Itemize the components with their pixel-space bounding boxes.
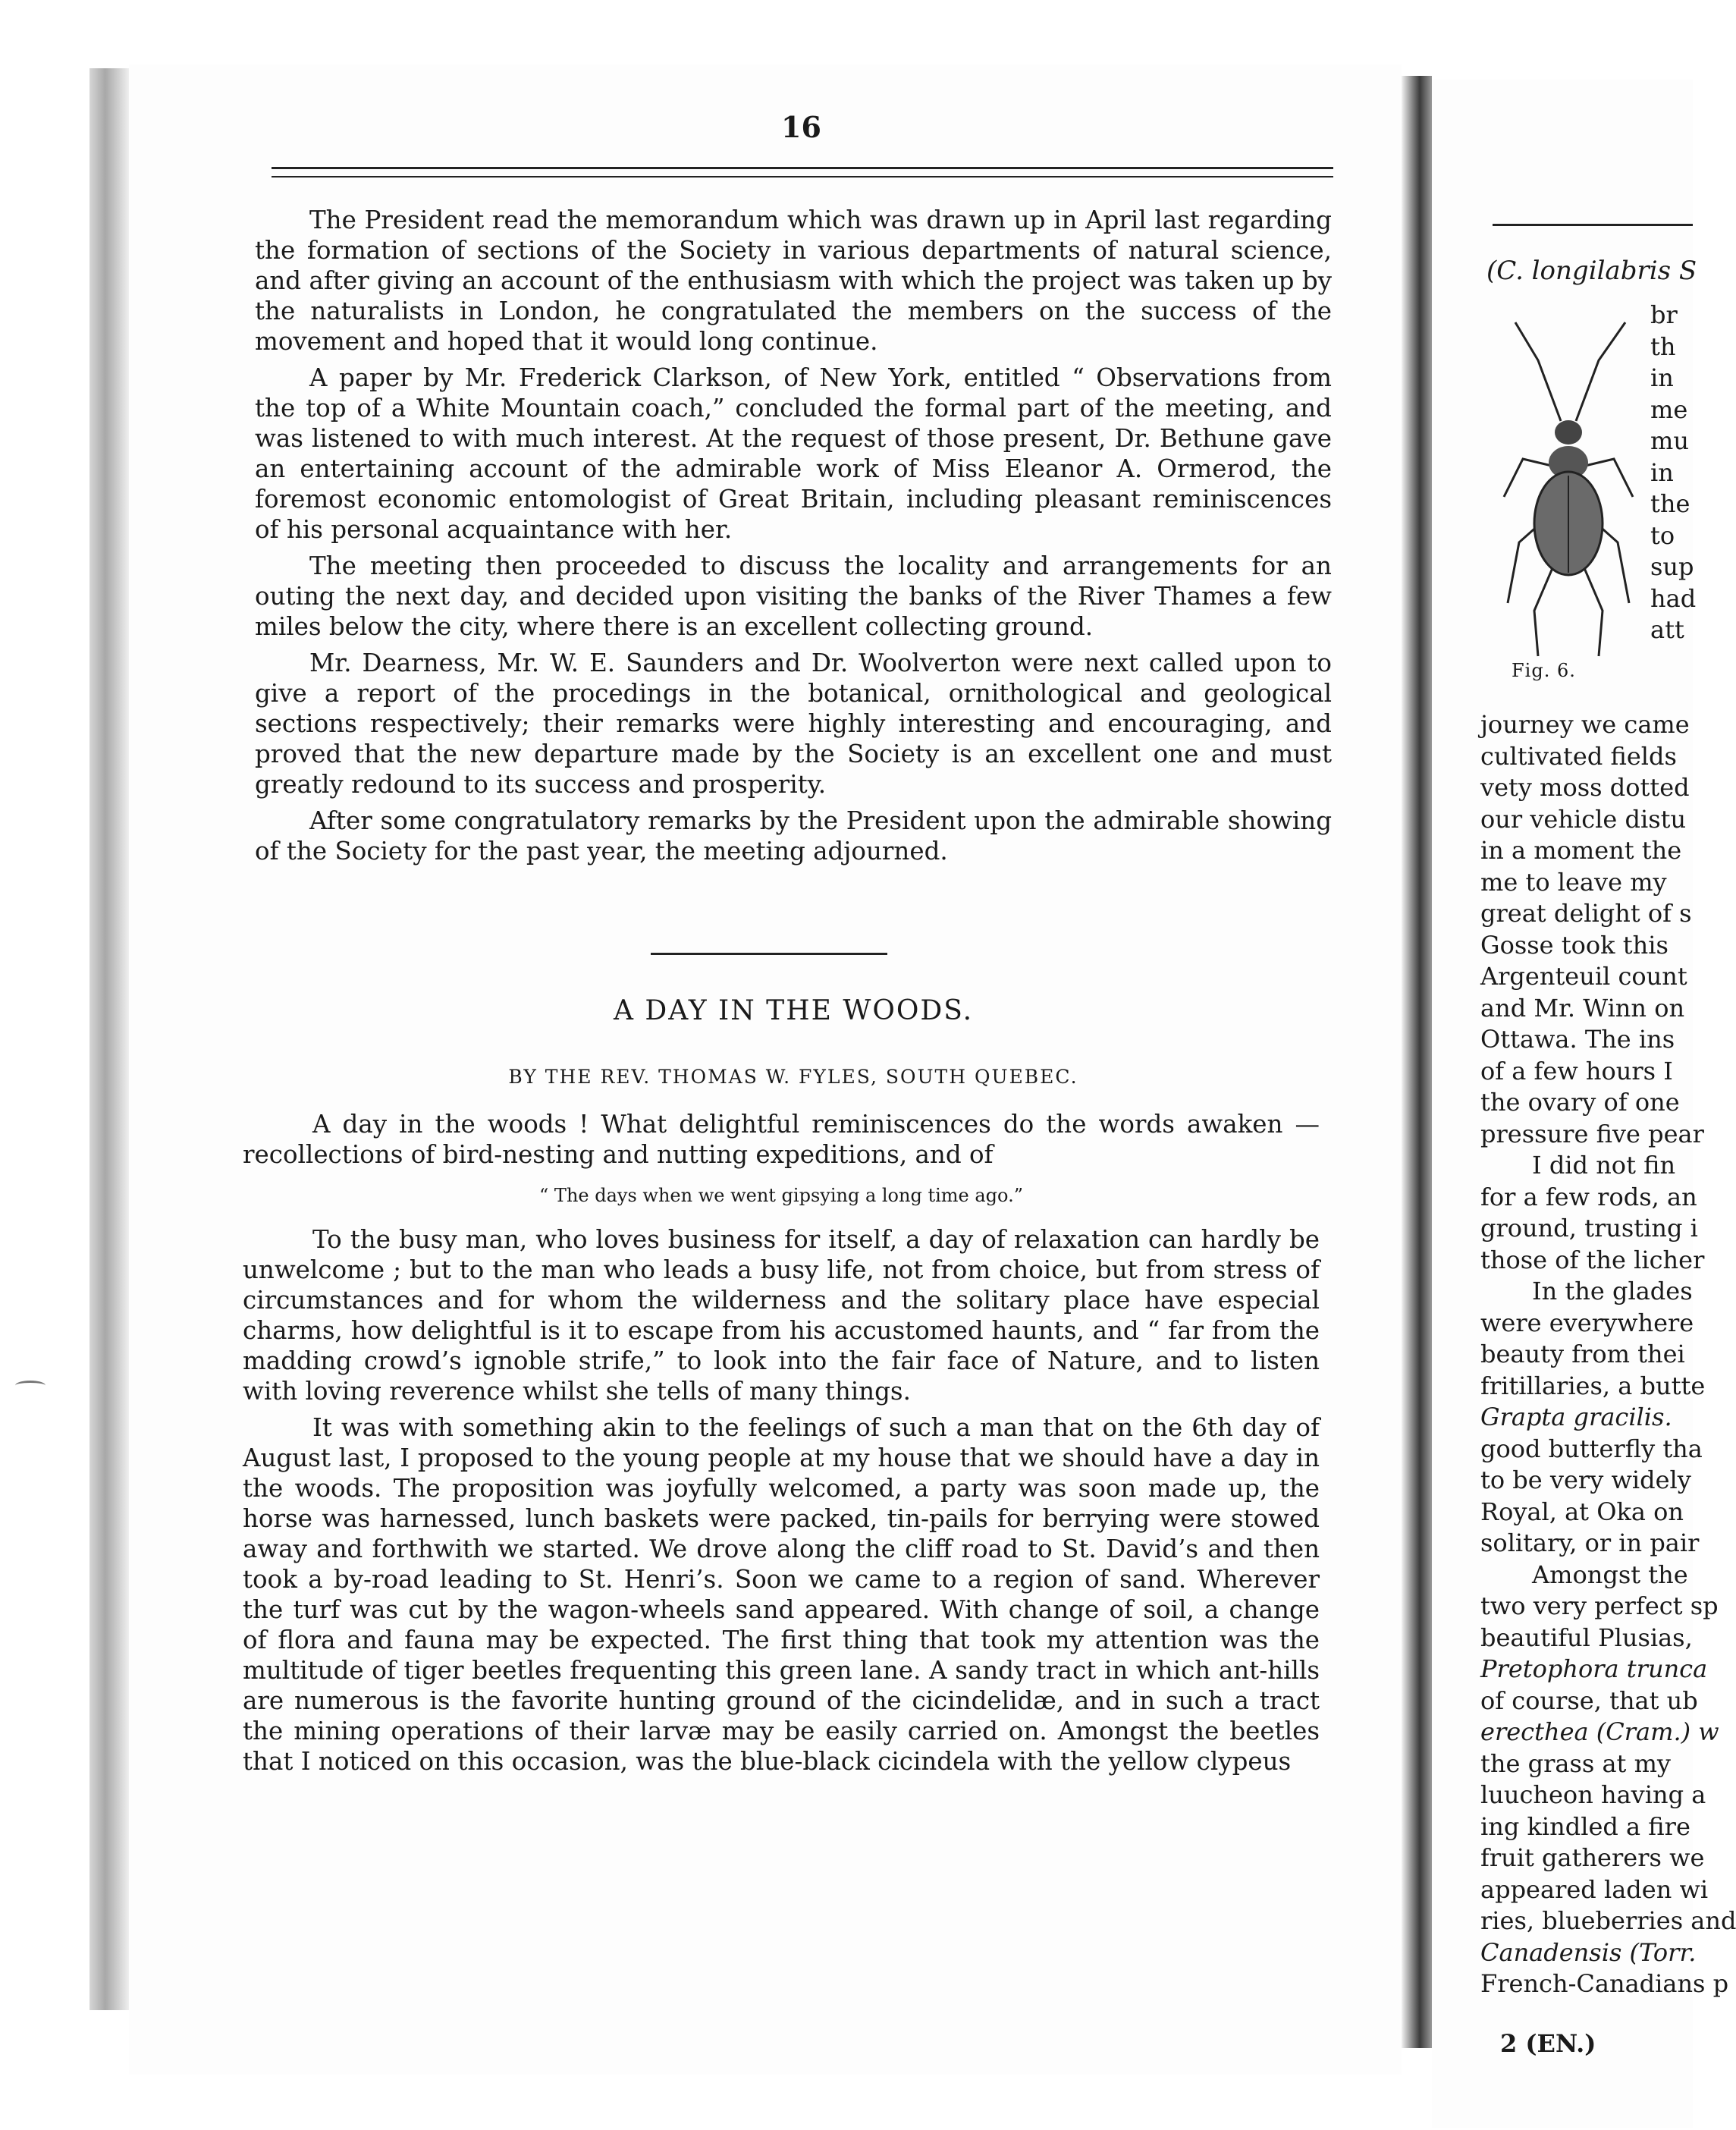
paragraph: After some congratulatory remarks by the President upon the admirable showing of the Society for the past year, the meeting adjourned.: [255, 806, 1332, 866]
text-line: beauty from thei: [1480, 1340, 1685, 1368]
signature-mark: 2 (EN.): [1500, 2029, 1596, 2058]
text-line: in a moment the: [1480, 836, 1682, 865]
text-line: Grapta gracilis.: [1480, 1403, 1672, 1431]
paragraph: The meeting then proceeded to discuss the locality and arrangements for an outing the next day, and decided upon visiting the banks of the River Thames a few miles below the city, where there is an excellent collecting ground.: [255, 551, 1332, 641]
text-line: Gosse took this: [1480, 930, 1669, 960]
text-line: our vehicle distu: [1480, 804, 1687, 834]
text-line: in: [1650, 363, 1674, 392]
text-line: me to leave my: [1480, 867, 1667, 897]
text-line: and Mr. Winn on: [1480, 993, 1685, 1023]
text-line: for a few rods, an: [1480, 1182, 1697, 1211]
header-rule: [1493, 224, 1693, 226]
text-line: In the glades: [1532, 1277, 1693, 1305]
paragraph: Mr. Dearness, Mr. W. E. Saunders and Dr. Woolverton were next called upon to give a report of the procedings in the botanical, ornithological and geological sections respectively; their remarks were highly interesting and encouraging, and proved that the new departure made by the Society is an excellent one and must greatly redound to its success and prosperity.: [255, 649, 1332, 799]
text-line: the grass at my: [1480, 1748, 1671, 1778]
text-line: luucheon having a: [1480, 1780, 1706, 1809]
text-line: br: [1650, 300, 1678, 329]
epigraph-quote: “ The days when we went gipsying a long time ago.”: [539, 1185, 1023, 1206]
paragraph: A paper by Mr. Frederick Clarkson, of New York, entitled “ Observations from the top of a White Mountain coach,” concluded the formal part of the meeting, and was listened to with much interest. At the request of those present, Dr. Bethune gave an entertaining account of the admirable work of Miss Eleanor A. Ormerod, the foremost economic entomologist of Great Britain, including pleasant reminiscences of his personal acquaintance with her.: [255, 363, 1332, 544]
text-line: Argenteuil count: [1480, 962, 1687, 991]
header-rule: [272, 167, 1333, 169]
article-title: A DAY IN THE WOODS.: [613, 995, 974, 1026]
text-line: Pretophora trunca: [1480, 1654, 1708, 1683]
text-line: the ovary of one: [1480, 1088, 1680, 1117]
article-byline: BY THE REV. THOMAS W. FYLES, SOUTH QUEBEC.: [508, 1066, 1078, 1088]
text-line: in: [1650, 457, 1674, 487]
text-line: me: [1650, 394, 1688, 424]
text-line: two very perfect sp: [1480, 1591, 1719, 1620]
text-line: ground, trusting i: [1480, 1214, 1698, 1242]
book-gutter-left: [89, 68, 129, 2010]
text-line: Canadensis (Torr.: [1480, 1937, 1697, 1967]
meeting-minutes: [255, 205, 1332, 872]
text-line: to: [1650, 520, 1675, 550]
text-line: journey we came: [1480, 710, 1690, 739]
text-line: fruit gatherers we: [1480, 1843, 1705, 1872]
text-line: had: [1650, 583, 1697, 613]
figure-label: Fig. 6.: [1512, 660, 1576, 681]
text-line: pressure five pear: [1480, 1119, 1704, 1148]
text-line: of a few hours I: [1480, 1056, 1673, 1085]
header-rule-thin: [272, 176, 1333, 178]
right-page: [1432, 80, 1736, 2128]
text-line: were everywhere: [1480, 1308, 1694, 1337]
text-line: att: [1650, 615, 1684, 644]
beetle-illustration: [1493, 307, 1644, 664]
text-line: ing kindled a fire: [1480, 1811, 1690, 1841]
text-line: Royal, at Oka on: [1480, 1497, 1684, 1526]
species-caption: (C. longilabris S: [1486, 256, 1697, 286]
text-beside-figure: [1650, 300, 1696, 646]
paragraph: It was with something akin to the feelings of such a man that on the 6th day of August last, I proposed to the young people at my house that we should have a day in the woods. The proposition was joyfully welcomed, a party was soon made up, the horse was harnessed, lunch baskets were packed, tin-pails for berrying were stowed away and forthwith we started. We drove along the cliff road to St. David’s and then took a by-road leading to St. Henri’s. Soon we came to a region of sand. Wherever the turf was cut by the wagon-wheels sand appeared. With change of soil, a change of flora and fauna may be expected. The first thing that took my attention was the multitude of tiger beetles frequenting this green lane. A sandy tract in which ant-hills are numerous is the favorite hunting ground of the cicindelidæ, and in such a tract the mining operations of their larvæ may be easily carried on. Amongst the beetles that I noticed on this occasion, was the blue-black cicindela with the yellow clypeus: [243, 1413, 1320, 1776]
text-line: solitary, or in pair: [1480, 1528, 1700, 1557]
text-line: those of the licher: [1480, 1245, 1705, 1274]
text-line: beautiful Plusias,: [1480, 1623, 1693, 1652]
page-scuff-mark: [15, 1381, 46, 1390]
text-line: Amongst the: [1532, 1560, 1688, 1589]
text-line: the: [1650, 489, 1690, 518]
text-line: of course, that ub: [1480, 1685, 1698, 1715]
book-spine: [1402, 76, 1432, 2048]
text-line: I did not fin: [1532, 1151, 1676, 1180]
text-line: cultivated fields: [1480, 741, 1677, 771]
text-line: French-Canadians p: [1480, 1969, 1729, 1998]
page-number: 16: [781, 110, 821, 144]
text-line: th: [1650, 331, 1676, 361]
text-line: appeared laden wi: [1480, 1874, 1709, 1904]
text-line: good butterfly tha: [1480, 1434, 1703, 1463]
article-body: [243, 1109, 1320, 1783]
right-page-text: [1480, 709, 1736, 2000]
paragraph-intro: A day in the woods ! What delightful reminiscences do the words awaken —recollections of bird-nesting and nutting expeditions, and of: [243, 1110, 1320, 1169]
text-line: erecthea (Cram.) w: [1480, 1717, 1719, 1746]
text-line: sup: [1650, 552, 1694, 581]
text-line: great delight of s: [1480, 899, 1692, 928]
text-line: to be very widely: [1480, 1466, 1691, 1494]
section-divider: [651, 953, 887, 955]
text-line: vety moss dotted: [1480, 773, 1690, 802]
text-line: ries, blueberries and: [1480, 1906, 1736, 1935]
paragraph: To the busy man, who loves business for itself, a day of relaxation can hardly be unwelcome ; but to the man who leads a busy life, not from choice, but from stress of circumstances and for whom the wilderness and the solitary place have especial charms, how delightful is it to escape from his accustomed haunts, and “ far from the madding crowd’s ignoble strife,” to look into the fair face of Nature, and to listen with loving reverence whilst she tells of many things.: [243, 1225, 1320, 1406]
text-line: mu: [1650, 426, 1689, 455]
paragraph: The President read the memorandum which was drawn up in April last regarding the formation of sections of the Society in various departments of natural science, and after giving an account of the enthusiasm with which the project was taken up by the naturalists in London, he congratulated the members on the success of the movement and hoped that it would long continue.: [255, 206, 1332, 356]
text-line: Ottawa. The ins: [1480, 1025, 1675, 1054]
text-line: fritillaries, a butte: [1480, 1371, 1706, 1400]
